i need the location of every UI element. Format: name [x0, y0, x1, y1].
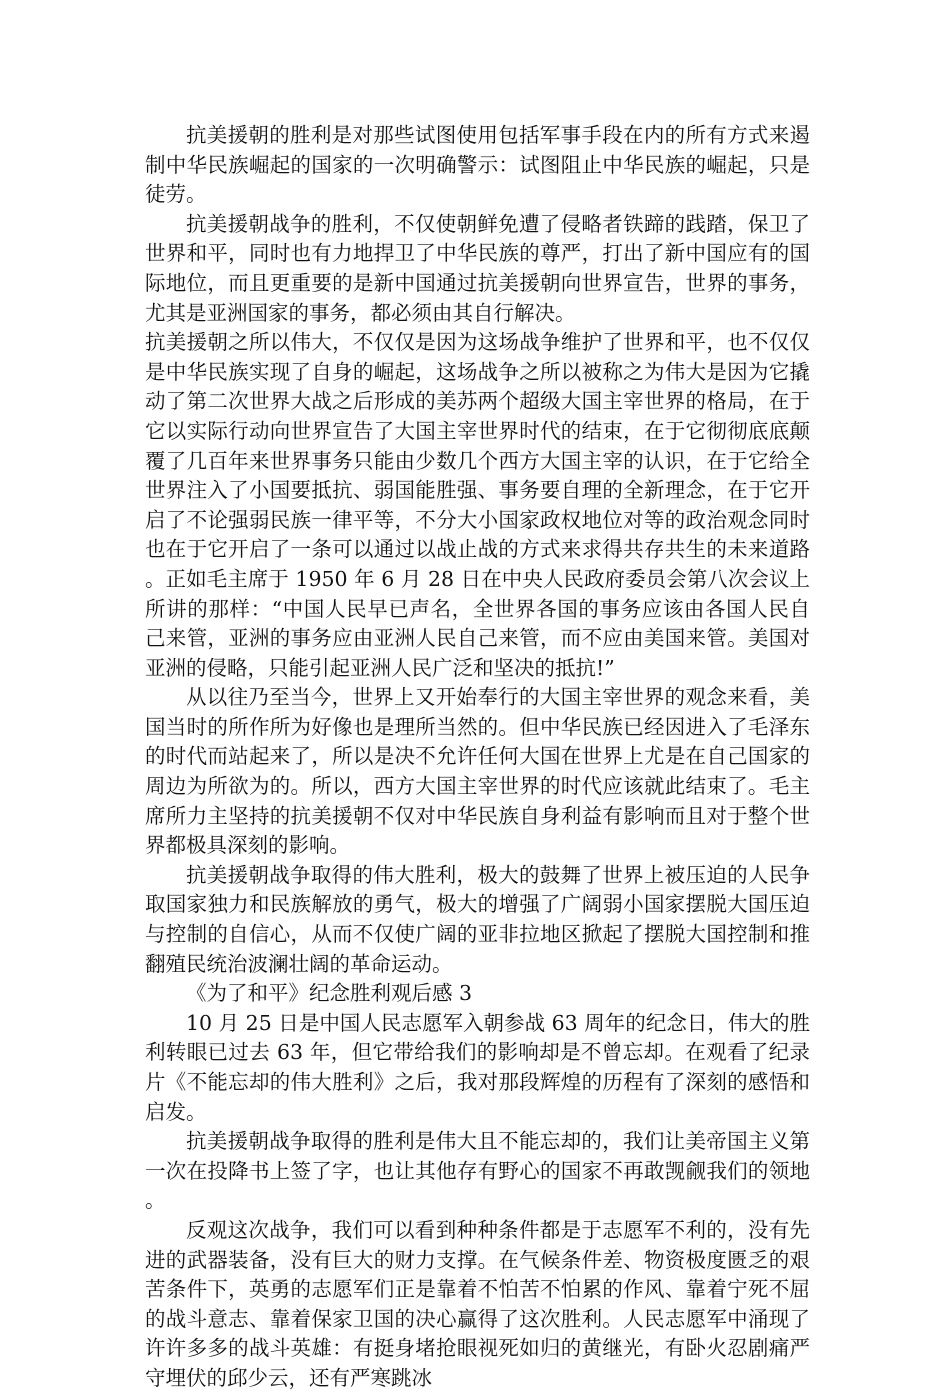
paragraph-great-power-era: 从以往乃至当今，世界上又开始奉行的大国主宰世界的观念来看，美国当时的所作所为好像也是理所当然的。但中华民族已经因进入了毛泽东的时代而站起来了，所以是决不允许任何大国在世界上尤是在自己国家的周边为所欲为的。所以，西方大国主宰世界的时代应该就此结束了。毛主席所力主坚持的抗美援朝不仅对中华民族自身利益有影响而且对于整个世界都极具深刻的影响。: [145, 685, 810, 858]
paragraph-anniversary: 10 月 25 日是中国人民志愿军入朝参战 63 周年的纪念日，伟大的胜利转眼已过去 63 年，但它带给我们的影响却是不曾忘却。在观看了纪录片《不能忘却的伟大胜利》之后，我对那段辉煌的历程有了深刻的感悟和启发。: [145, 1010, 810, 1124]
paragraph-why-great: 抗美援朝之所以伟大，不仅仅是因为这场战争维护了世界和平，也不仅仅是中华民族实现了自身的崛起，这场战争之所以被称之为伟大是因为它撬动了第二次世界大战之后形成的美苏两个超级大国主宰世界的格局，在于它以实际行动向世界宣告了大国主宰世界时代的结束，在于它彻彻底底颠覆了几百年来世界事务只能由少数几个西方大国主宰的认识，在于它给全世界注入了小国要抵抗、弱国能胜强、事务要自理的全新理念，在于它开启了不论强弱民族一律平等，不分大小国家政权地位对等的政治观念同时也在于它开启了一条可以通过以战止战的方式来求得共存共生的未来道路。正如毛主席于 1950 年 6 月 28 日在中央人民政府委员会第八次会议上所讲的那样：“中国人民早已声名，全世界各国的事务应该由各国人民自己来管，亚洲的事务应由亚洲人民自己来管，而不应由美国来管。美国对亚洲的侵略，只能引起亚洲人民广泛和坚决的抵抗!”: [145, 330, 810, 680]
section-heading: 《为了和平》纪念胜利观后感 3: [186, 981, 473, 1006]
document-body: [145, 121, 810, 1394]
paragraph-surrender: 抗美援朝战争取得的胜利是伟大且不能忘却的，我们让美帝国主义第一次在投降书上签了字，也让其他存有野心的国家不再敢觊觎我们的领地。: [145, 1129, 810, 1213]
paragraph-victory-warning: 抗美援朝的胜利是对那些试图使用包括军事手段在内的所有方式来遏制中华民族崛起的国家的一次明确警示：试图阻止中华民族的崛起，只是徒劳。: [145, 123, 810, 207]
paragraph-heroes: 反观这次战争，我们可以看到种种条件都是于志愿军不利的，没有先进的武器装备，没有巨大的财力支撑。在气候条件差、物资极度匮乏的艰苦条件下，英勇的志愿军们正是靠着不怕苦不怕累的作风、靠着宁死不屈的战斗意志、靠着保家卫国的决心赢得了这次胜利。人民志愿军中涌现了许许多多的战斗英雄：有挺身堵抢眼视死如归的黄继光，有卧火忍剧痛严守埋伏的邱少云，还有严寒跳冰: [145, 1217, 810, 1390]
paragraph-inspiration: 抗美援朝战争取得的伟大胜利，极大的鼓舞了世界上被压迫的人民争取国家独力和民族解放的勇气，极大的增强了广阔弱小国家摆脱大国压迫与控制的自信心，从而不仅使广阔的亚非拉地区掀起了摆脱大国控制和推翻殖民统治波澜壮阔的革命运动。: [145, 862, 810, 976]
paragraph-victory-significance: 抗美援朝战争的胜利，不仅使朝鲜免遭了侵略者铁蹄的践踏，保卫了世界和平，同时也有力地捍卫了中华民族的尊严，打出了新中国应有的国际地位，而且更重要的是新中国通过抗美援朝向世界宣告，世界的事务，尤其是亚洲国家的事务，都必须由其自行解决。: [145, 211, 810, 325]
